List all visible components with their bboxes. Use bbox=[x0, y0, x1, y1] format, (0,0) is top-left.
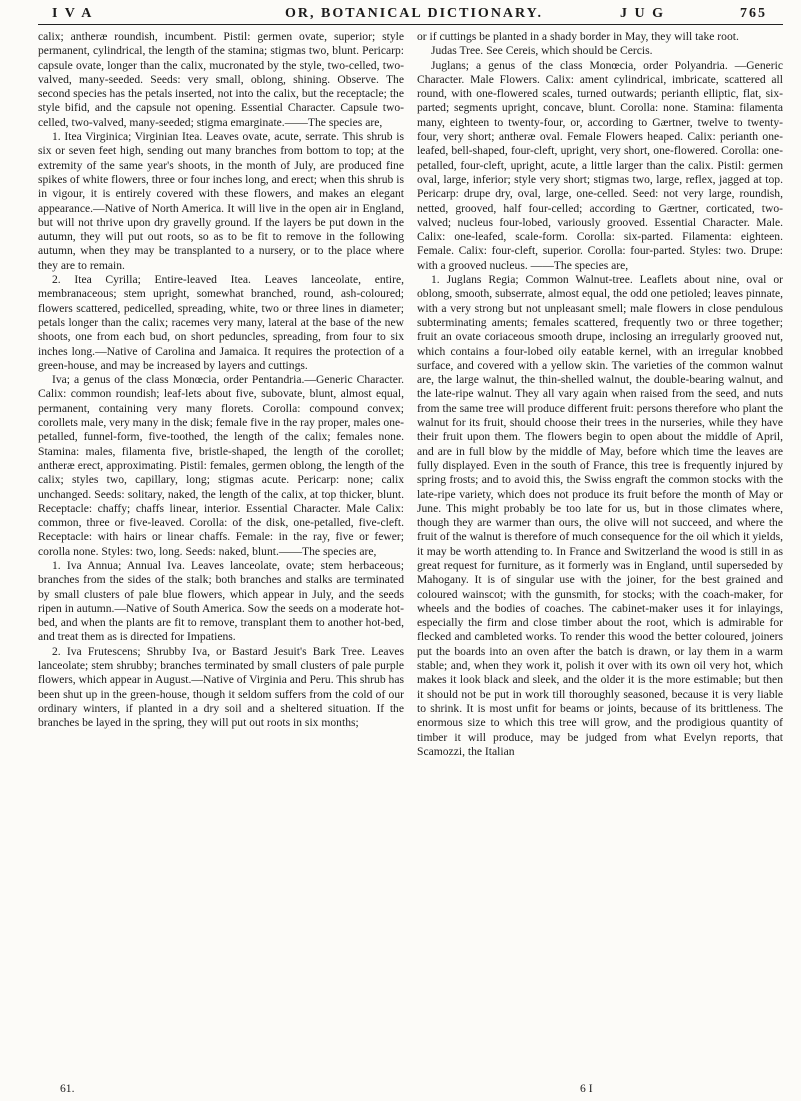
paragraph: calix; antheræ roundish, incumbent. Pistil: germen ovate, superior; style permanent, cylindrical, the length of the stamina; stigmas two, blunt. Pericarp: capsule ovate, longer than the calix, mucronated by the style, two-celled, two-valved, many-seeded. Seeds: very small, oblong, shining. Observe. The second species has the petals inserted, not into the calix, but the receptacle; the style bifid, and the capsule not opening. Essential Character. Capsule two-celled, two-valved, many-seeded; stigma emarginate.——The species are, bbox=[38, 30, 404, 129]
paragraph: Judas Tree. See Cereis, which should be Cercis. bbox=[431, 44, 653, 58]
paragraph: 1. Itea Virginica; Virginian Itea. Leaves ovate, acute, serrate. This shrub is six or seven feet high, sending out many branches from bottom to top; at the extremity of the same year's shoots, in the month of July, are produced fine spikes of white flowers, three or four inches long, and erect; when this shrub is in vigour, it is entirely covered with these flowers, and makes an elegant appearance.—Native of North America. It will live in the open air in England, but will not thrive upon dry gravelly ground. If the layers be put down in the autumn, they will put out roots, so as to be fit to remove in the following autumn, when they may be transplanted to a nursery, or to the place where they are to remain. bbox=[38, 130, 404, 272]
header-rule bbox=[38, 24, 783, 25]
header-left: I V A bbox=[52, 6, 94, 21]
header-right: J U G bbox=[620, 6, 665, 21]
header-center: OR, BOTANICAL DICTIONARY. bbox=[285, 6, 543, 21]
page-number: 765 bbox=[740, 6, 767, 21]
paragraph: Iva; a genus of the class Monœcia, order Pentandria.—Generic Character. Calix: common roundish; leaf-lets about five, subovate, blunt, almost equal, permanent, containing very many florets. Corolla: compound convex; corollets male, very many in the disk; female five in the ray proper, males one-petalled, funnel-form, five-toothed, the length of the calix; females none. Stamina: males, filamenta five, bristle-shaped, the length of the corollet; antheræ erect, approximating. Pistil: females, germen oblong, the length of the calix; styles two, capillary, long; stigmas acute. Pericarp: none; calix unchanged. Seeds: solitary, naked, the length of the calix, at top thicker, blunt. Receptacle: chaffy; chaffs linear, interior. Essential Character. Male Calix: common, three or five-leaved. Corolla: of the disk, one-petalled, five-cleft. Receptacle: with hairs or linear chaffs. Female: in the ray, five or fewer; corolla none. Styles: two, long. Seeds: naked, blunt.——The species are, bbox=[38, 373, 404, 558]
signature-mark-right: 6 I bbox=[580, 1082, 593, 1095]
paragraph: 1. Juglans Regia; Common Walnut-tree. Leaflets about nine, oval or oblong, smooth, subserrate, almost equal, the odd one petioled; leaves pinnate, with a very strong but not unpleasant smell; male flowers in close pendulous subterminating aments; females scattered, frequently two or three together; fruit an ovate coriaceous smooth drupe, inclosing an irregularly grooved nut, which contains a four-lobed oily eatable kernel, with an irregular knobbed surface, and covered with a yellow skin. The varieties of the common walnut are, the large walnut, the thin-shelled walnut, the double-bearing walnut, and the late-ripe walnut. They all vary again when raised from the seed, and nuts from the same tree will produce different fruit: persons therefore who plant the walnut for its fruit, should choose their trees in the nurseries, while they have their fruit upon them. The flowers begin to open about the middle of April, and are in full blow by the middle of May, before which time the leaves are fully displayed. Even in the south of France, this tree is frequently injured by spring frosts; and to avoid this, the Swiss engraft the common stocks with the late-ripe variety, which does not produce its fruit before the month of May or June. This might probably be too late for us, but in those climates where, though they are warmer than ours, the olive will not succeed, and where the fruit of the walnut is therefore of much consequence for the oil which it yields, it may be worth attending to. In France and Switzerland the wood is still in as great request for furniture, as it formerly was in England, until superseded by Mahogany. It is of singular use with the joiner, for the best grained and coloured wainscot; with the gunsmith, for stocks; with the coach-maker, for wheels and the bodies of coaches. The cabinet-maker uses it for inlayings, especially the firm and close timber about the root, which is admirable for flecked and cambleted works. To render this wood the better coloured, joiners put the boards into an oven after the batch is drawn, or lay them in a warm stable; and, when they work it, polish it over with its own oil very hot, which makes it look black and sleek, and the older it is the more estimable; but then it should not be put in work till thoroughly seasoned, because it is very liable to shrink. It is most unfit for beams or joints, because of its brittleness. The enormous size to which this tree will grow, and the prodigious quantity of timber it will produce, may be judged from what Evelyn reports, that Scamozzi, the Italian bbox=[417, 273, 783, 758]
signature-mark-left: 61. bbox=[60, 1082, 75, 1095]
paragraph: 2. Iva Frutescens; Shrubby Iva, or Bastard Jesuit's Bark Tree. Leaves lanceolate; stem shrubby; branches terminated by small clusters of pale purple flowers, which appear in August.—Native of Virginia and Peru. This shrub has been shut up in the green-house, though it seldom suffers from the cold of our ordinary winters, if planted in a dry soil and a sheltered situation. If the branches be layed in the spring, they will put out roots in six months; bbox=[38, 644, 404, 730]
paragraph: 1. Iva Annua; Annual Iva. Leaves lanceolate, ovate; stem herbaceous; branches from the sides of the stalk; both branches and stalks are terminated by small clusters of pale blue flowers, which appear in July, and the seeds ripen in autumn.—Native of South America. Sow the seeds on a moderate hot-bed, and when the plants are fit to remove, transplant them to another hot-bed, and treat them as is directed for Impatiens. bbox=[38, 558, 404, 644]
right-column bbox=[417, 30, 783, 759]
left-column bbox=[38, 30, 404, 731]
paragraph: Juglans; a genus of the class Monœcia, order Polyandria. —Generic Character. Male Flowers. Calix: ament cylindrical, imbricate, scattered all round, with one-flowered scales, turned outwards; perianth elliptic, flat, six-parted; segments upright, concave, blunt. Corolla: none. Stamina: filamenta many, eighteen to twenty-four, or, according to Gærtner, twelve to twenty-four, very short; antheræ oval. Female Flowers heaped. Calix: perianth one-leafed, bell-shaped, four-cleft, upright, very short, one-flowered. Corolla: one-petalled, four-cleft, upright, acute, a little larger than the calix. Pistil: germen oval, large, inferior; style very short; stigmas two, large, reflex, jagged at top. Pericarp: drupe dry, oval, large, one-celled. Seed: not very large, roundish, netted, grooved, half four-celled; according to Gærtner, corticated, two-valved; nucleus four-lobed, variously grooved. Essential Character. Male. Calix: one-leafed, scale-form. Corolla: six-parted. Filamenta: eighteen. Female. Calix: four-cleft, superior. Corolla: four-parted. Styles: two. Drupe: with a grooved nucleus. ——The species are, bbox=[417, 58, 783, 272]
paragraph: 2. Itea Cyrilla; Entire-leaved Itea. Leaves lanceolate, entire, membranaceous; stem upright, somewhat branched, round, ash-coloured; flowers scattered, pedicelled, spreading, white, two or three lines in diameter; petals longer than the calix; racemes very many, lateral at the base of the new shoots, one from each bud, on short peduncles, spreading, from four to six inches long.—Native of Carolina and Jamaica. It requires the protection of a green-house, and may be increased by layers and cuttings. bbox=[38, 273, 404, 372]
paragraph: or if cuttings be planted in a shady border in May, they will take root. bbox=[417, 30, 739, 43]
